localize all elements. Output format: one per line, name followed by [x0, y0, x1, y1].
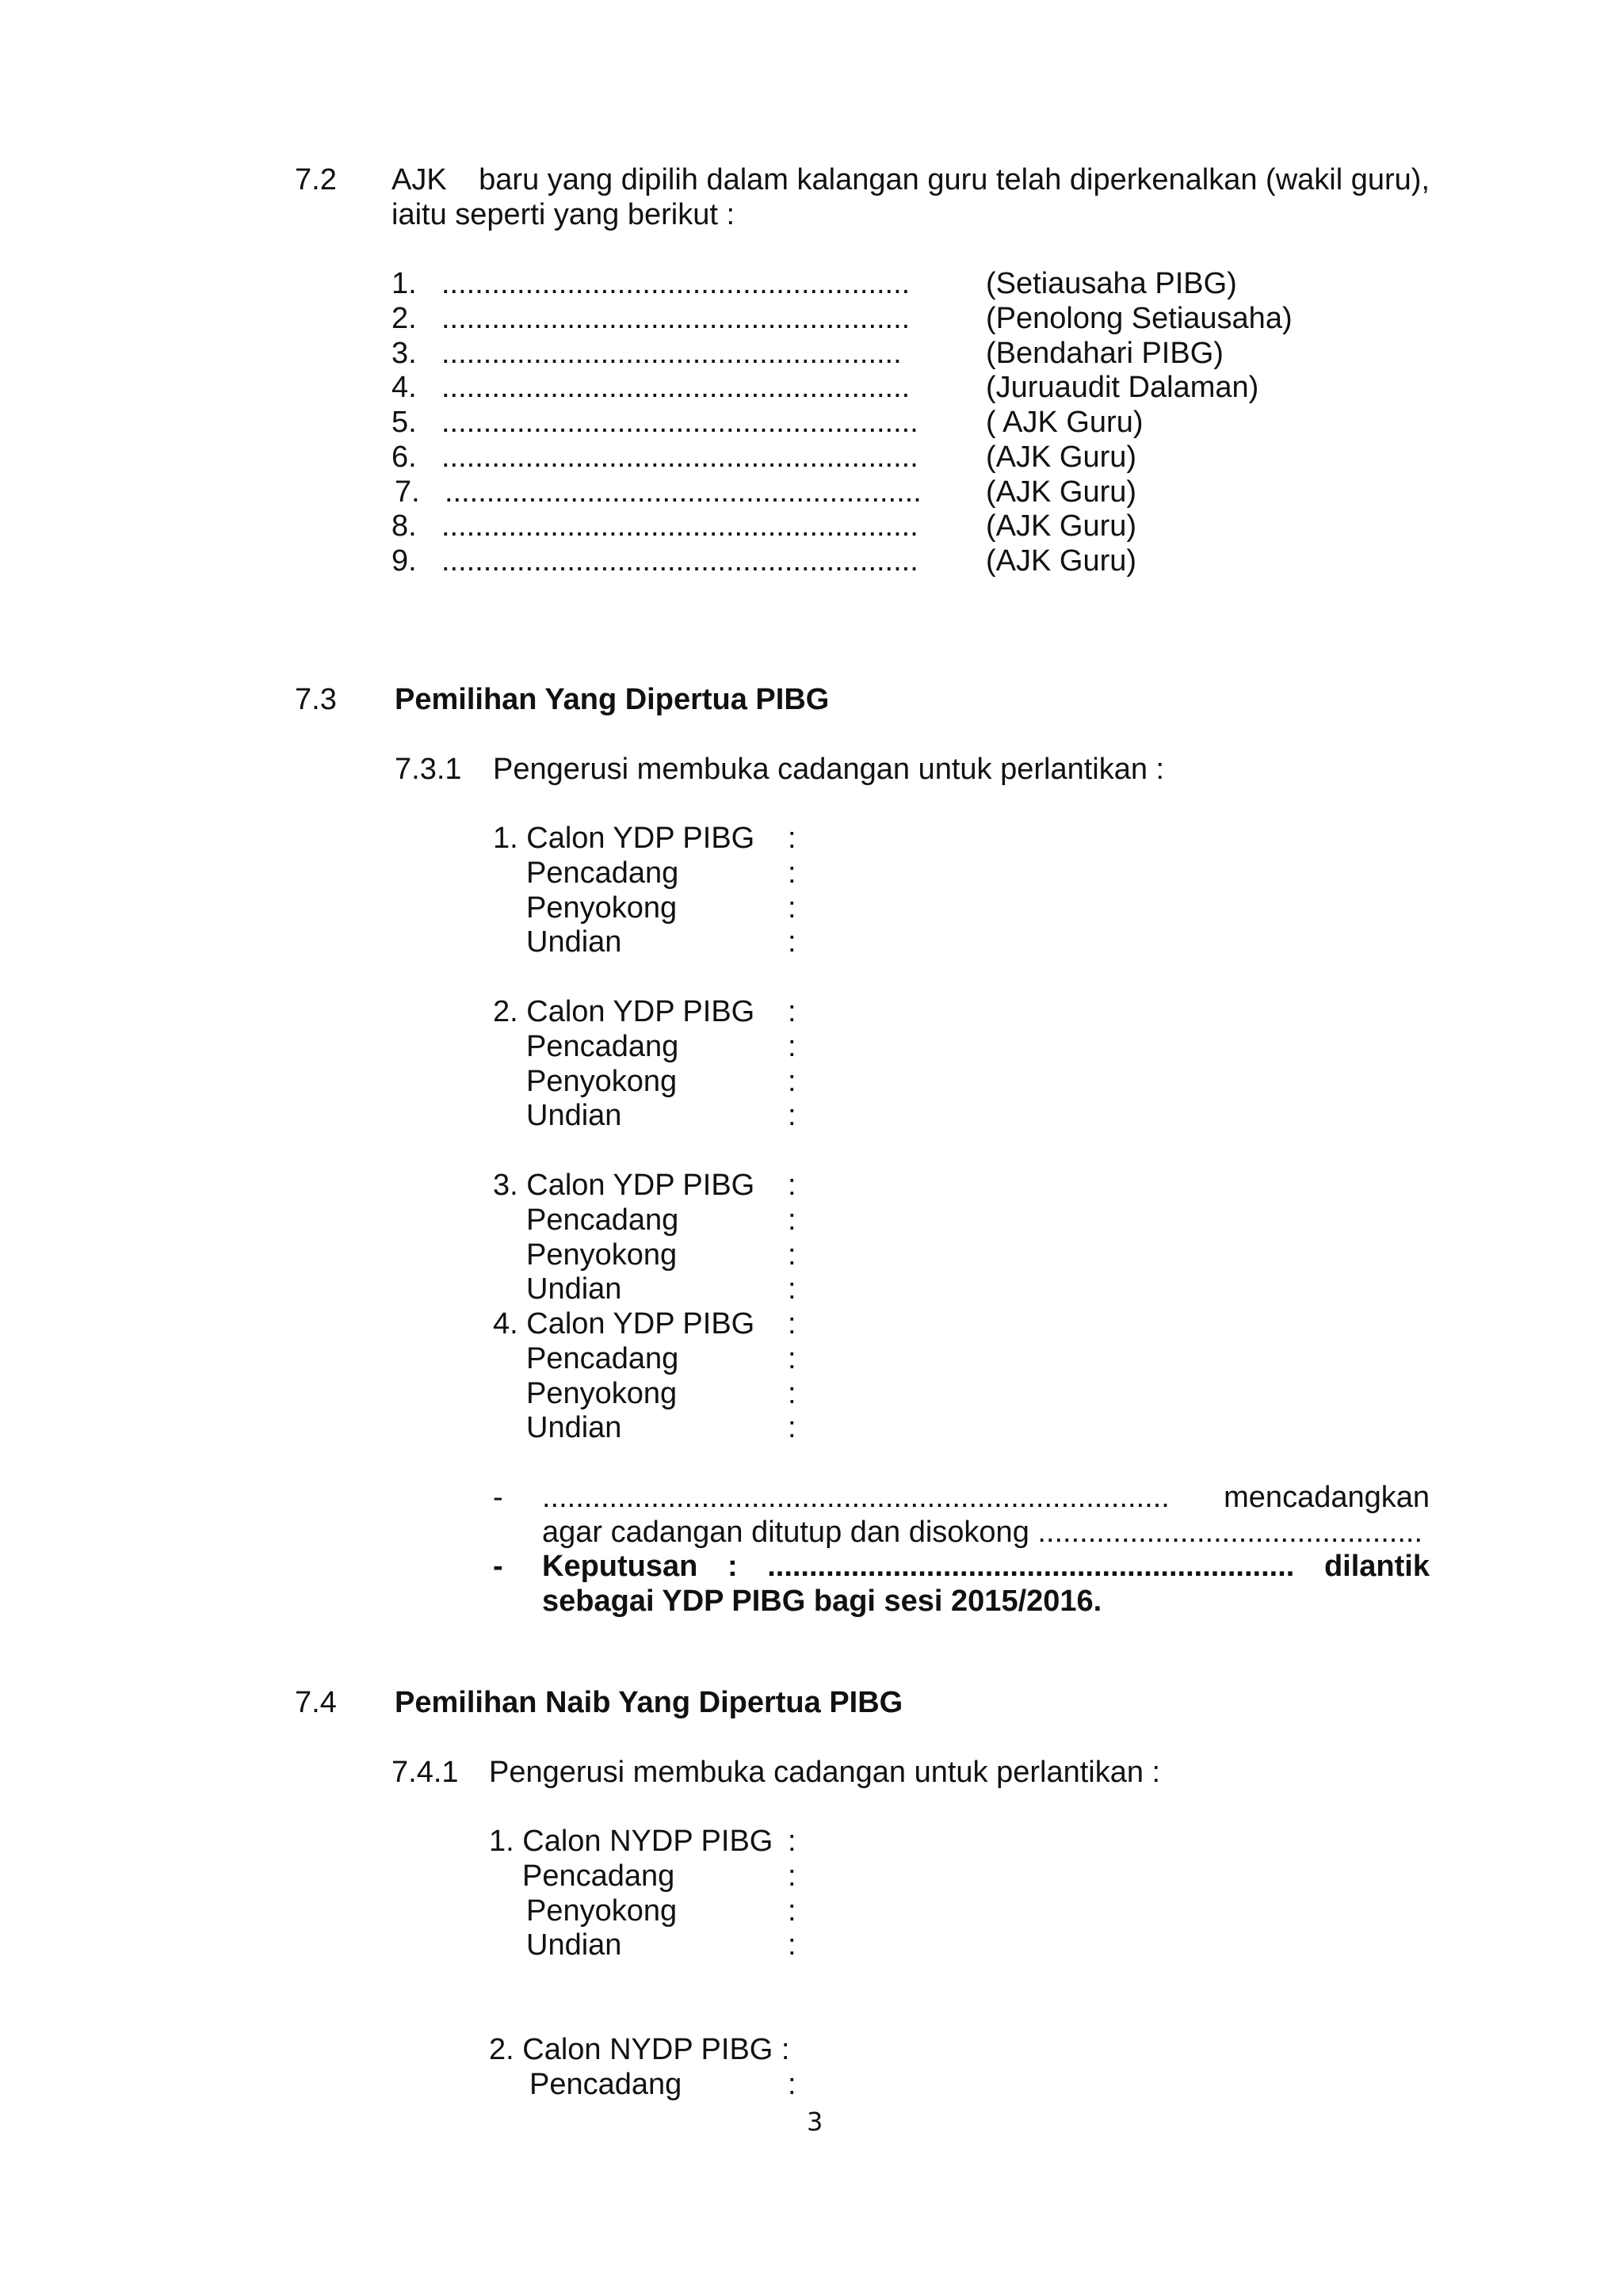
colon: : — [788, 1307, 796, 1341]
candidate-label: 1. Calon NYDP PIBG — [489, 1825, 773, 1858]
colon: : — [788, 1859, 796, 1893]
field-label: Penyokong — [526, 1377, 678, 1410]
section-7-2-text-rest: baru yang dipilih dalam kalangan guru telah diperkenalkan (wakil guru), — [479, 163, 1430, 196]
bullet-1-word: mencadangkan — [1224, 1481, 1430, 1514]
colon: : — [788, 891, 796, 925]
section-7-3-title: Pemilihan Yang Dipertua PIBG — [395, 683, 830, 716]
list-item-role: (Penolong Setiausaha) — [986, 302, 1293, 335]
colon: : — [788, 1203, 796, 1237]
colon: : — [788, 1099, 796, 1132]
field-label: Undian — [526, 1928, 622, 1962]
list-item-dots: ........................................................ — [441, 371, 911, 404]
colon: : — [788, 856, 796, 890]
list-item-dots: ......................................................... — [441, 406, 918, 439]
bullet-2-word: dilantik — [1323, 1550, 1430, 1583]
candidate-label: 2. Calon NYDP PIBG : — [489, 2033, 790, 2066]
bullet-2-line1 — [542, 1551, 1430, 1581]
colon: : — [788, 2068, 796, 2101]
list-item-role: (AJK Guru) — [986, 475, 1137, 509]
list-item-dots: ......................................................... — [441, 441, 918, 474]
candidate-label: 4. Calon YDP PIBG — [493, 1307, 755, 1341]
list-item-dots: ....................................................... — [441, 337, 902, 370]
colon: : — [788, 1169, 796, 1202]
colon: : — [788, 925, 796, 959]
field-label: Undian — [526, 1099, 622, 1132]
list-item-dots: ......................................................... — [445, 475, 922, 509]
list-item-number: 7. — [395, 475, 420, 509]
list-item-role: (AJK Guru) — [986, 509, 1137, 543]
field-label: Pencadang — [522, 1859, 675, 1893]
bullet-2-line2: sebagai YDP PIBG bagi sesi 2015/2016. — [542, 1585, 1102, 1618]
colon: : — [788, 1272, 796, 1306]
bullet-dash: - — [493, 1550, 503, 1583]
list-item-number: 8. — [391, 509, 417, 543]
list-item-dots: ......................................................... — [441, 509, 918, 543]
colon: : — [788, 1065, 796, 1098]
page-number: 3 — [807, 2107, 823, 2137]
field-label: Pencadang — [526, 856, 679, 890]
list-item-dots: ........................................................ — [441, 302, 911, 335]
subsection-7-4-1-text: Pengerusi membuka cadangan untuk perlantikan : — [489, 1756, 1161, 1789]
list-item-role: (AJK Guru) — [986, 441, 1137, 474]
list-item-number: 5. — [391, 406, 417, 439]
list-item-number: 1. — [391, 267, 417, 300]
bullet-2-dots: ............................................................... — [767, 1550, 1295, 1583]
field-label: Pencadang — [526, 1342, 679, 1375]
section-7-3-number: 7.3 — [295, 683, 337, 716]
colon: : — [788, 1377, 796, 1410]
colon: : — [788, 1342, 796, 1375]
colon: : — [788, 1825, 796, 1858]
list-item-role: ( AJK Guru) — [986, 406, 1144, 439]
section-7-2-text-line2: iaitu seperti yang berikut : — [391, 198, 735, 231]
field-label: Pencadang — [529, 2068, 682, 2101]
list-item-number: 3. — [391, 337, 417, 370]
field-label: Penyokong — [526, 891, 678, 925]
candidate-label: 3. Calon YDP PIBG — [493, 1169, 755, 1202]
subsection-7-3-1-text: Pengerusi membuka cadangan untuk perlantikan : — [493, 753, 1165, 786]
field-label: Undian — [526, 1272, 622, 1306]
candidate-label: 2. Calon YDP PIBG — [493, 995, 755, 1028]
list-item-dots: ........................................................ — [441, 267, 911, 300]
section-7-4-number: 7.4 — [295, 1686, 337, 1719]
bullet-dash: - — [493, 1481, 503, 1514]
colon: : — [788, 1894, 796, 1928]
subsection-7-4-1-number: 7.4.1 — [391, 1756, 459, 1789]
section-7-2-text-line1 — [391, 165, 1430, 195]
field-label: Pencadang — [526, 1203, 679, 1237]
list-item-number: 9. — [391, 544, 417, 578]
field-label: Penyokong — [526, 1894, 678, 1928]
list-item-role: (Setiausaha PIBG) — [986, 267, 1237, 300]
list-item-role: (Bendahari PIBG) — [986, 337, 1224, 370]
colon: : — [788, 1030, 796, 1063]
bullet-2-colon: : — [727, 1550, 738, 1583]
list-item-number: 2. — [391, 302, 417, 335]
subsection-7-3-1-number: 7.3.1 — [395, 753, 462, 786]
field-label: Undian — [526, 1411, 622, 1444]
list-item-dots: ......................................................... — [441, 544, 918, 578]
field-label: Undian — [526, 925, 622, 959]
list-item-role: (Juruaudit Dalaman) — [986, 371, 1259, 404]
field-label: Penyokong — [526, 1238, 678, 1272]
colon: : — [788, 1411, 796, 1444]
colon: : — [788, 822, 796, 855]
field-label: Pencadang — [526, 1030, 679, 1063]
section-7-4-title: Pemilihan Naib Yang Dipertua PIBG — [395, 1686, 903, 1719]
bullet-1-line1 — [542, 1482, 1430, 1512]
colon: : — [788, 995, 796, 1028]
field-label: Penyokong — [526, 1065, 678, 1098]
list-item-number: 4. — [391, 371, 417, 404]
section-7-2-number: 7.2 — [295, 163, 337, 196]
colon: : — [788, 1928, 796, 1962]
bullet-2-label: Keputusan — [542, 1550, 698, 1583]
candidate-label: 1. Calon YDP PIBG — [493, 822, 755, 855]
colon: : — [788, 1238, 796, 1272]
bullet-1-line2: agar cadangan ditutup dan disokong .............................................. — [542, 1516, 1423, 1549]
bullet-1-dots: ........................................................................... — [542, 1481, 1170, 1514]
list-item-role: (AJK Guru) — [986, 544, 1137, 578]
section-7-2-text-start: AJK — [391, 163, 447, 196]
list-item-number: 6. — [391, 441, 417, 474]
